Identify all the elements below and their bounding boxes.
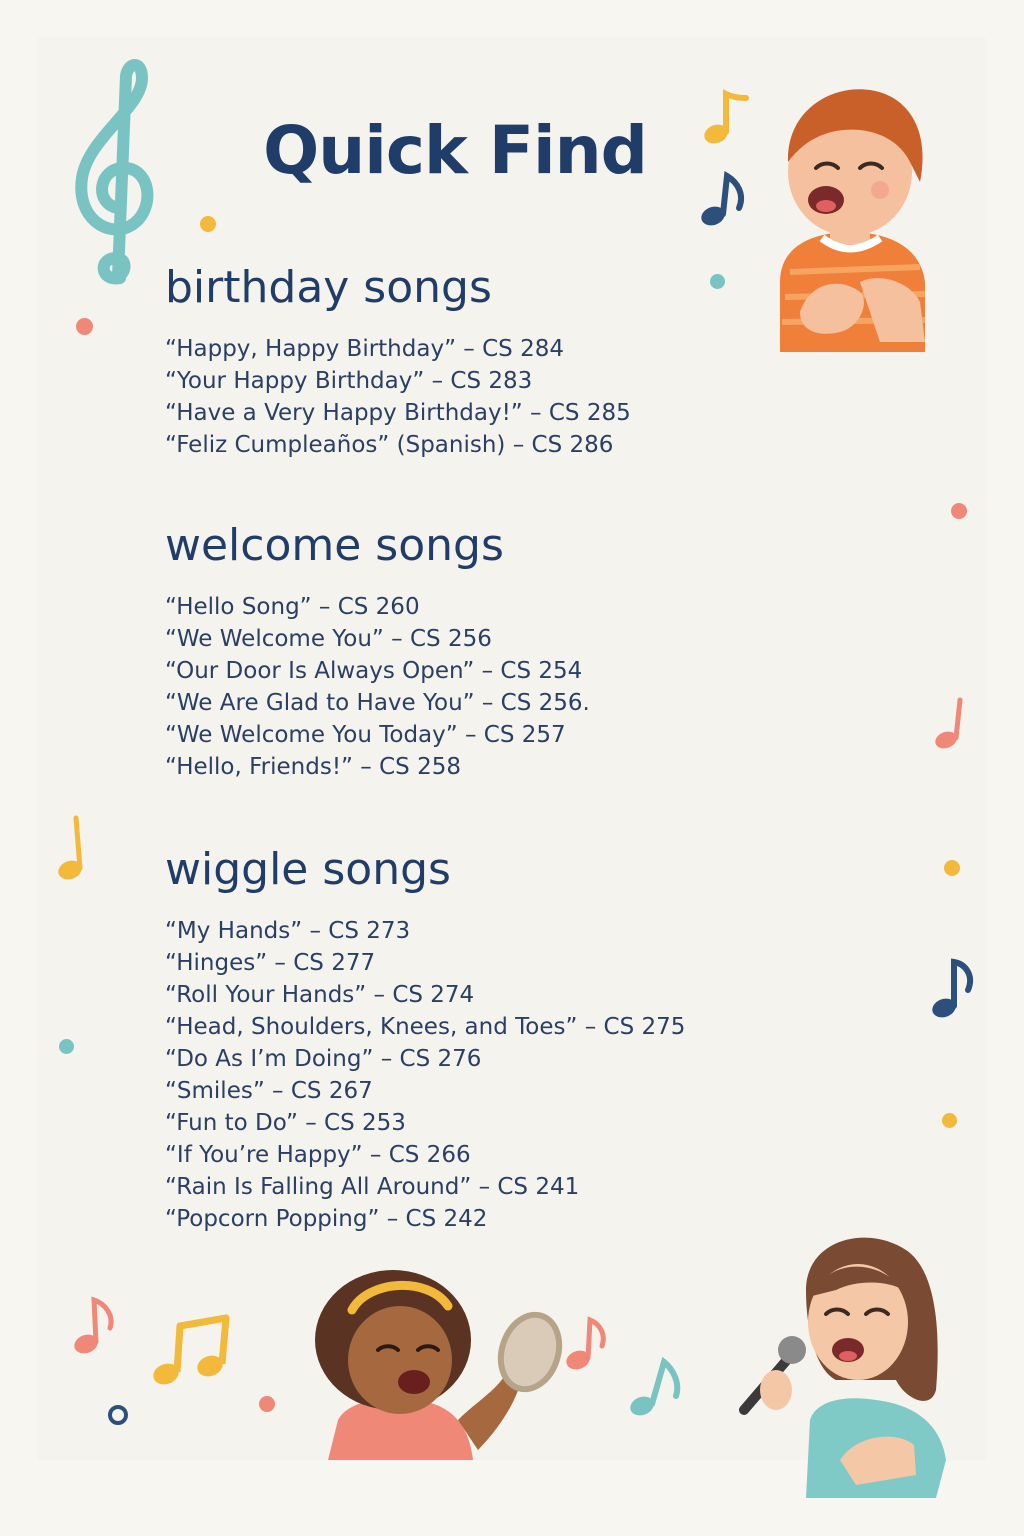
decorative-dot — [951, 503, 967, 519]
beamed-notes-icon — [150, 1310, 234, 1390]
list-item: “Hello Song” – CS 260 — [165, 594, 420, 620]
eighth-note-icon — [697, 170, 751, 230]
list-item: “We Welcome You” – CS 256 — [165, 626, 492, 652]
song-list-welcome — [165, 591, 590, 783]
list-item: “Have a Very Happy Birthday!” – CS 285 — [165, 400, 631, 426]
list-item: “Hello, Friends!” – CS 258 — [165, 754, 461, 780]
list-item: “Popcorn Popping” – CS 242 — [165, 1206, 488, 1232]
tambourine-girl-illustration — [308, 1270, 568, 1460]
list-item: “Roll Your Hands” – CS 274 — [165, 982, 475, 1008]
list-item: “We Welcome You Today” – CS 257 — [165, 722, 566, 748]
list-item: “Hinges” – CS 277 — [165, 950, 376, 976]
section-heading-birthday: birthday songs — [165, 262, 492, 313]
list-item: “We Are Glad to Have You” – CS 256. — [165, 690, 590, 716]
microphone-girl-illustration — [736, 1230, 966, 1498]
treble-clef-icon — [68, 58, 168, 290]
decorative-dot — [59, 1039, 74, 1054]
list-item: “Our Door Is Always Open” – CS 254 — [165, 658, 583, 684]
list-item: “Rain Is Falling All Around” – CS 241 — [165, 1174, 580, 1200]
decorative-dot — [200, 216, 216, 232]
quarter-note-icon — [54, 812, 94, 886]
section-heading-welcome: welcome songs — [165, 520, 504, 571]
decorative-dot — [942, 1113, 957, 1128]
page-title: Quick Find — [263, 112, 647, 189]
list-item: “Fun to Do” – CS 253 — [165, 1110, 406, 1136]
eighth-note-icon — [70, 1292, 120, 1358]
decorative-dot — [76, 318, 93, 335]
section-heading-wiggle: wiggle songs — [165, 844, 451, 895]
decorative-ring — [108, 1405, 128, 1425]
decorative-dot — [944, 860, 960, 876]
eighth-note-icon — [700, 88, 752, 148]
list-item: “Do As I’m Doing” – CS 276 — [165, 1046, 482, 1072]
list-item: “Smiles” – CS 267 — [165, 1078, 373, 1104]
decorative-dot — [710, 274, 725, 289]
list-item: “Your Happy Birthday” – CS 283 — [165, 368, 533, 394]
list-item: “If You’re Happy” – CS 266 — [165, 1142, 471, 1168]
list-item: “Head, Shoulders, Knees, and Toes” – CS 275 — [165, 1014, 686, 1040]
eighth-note-icon — [562, 1314, 610, 1374]
decorative-dot — [259, 1396, 275, 1412]
eighth-note-icon — [928, 954, 978, 1024]
list-item: “Feliz Cumpleaños” (Spanish) – CS 286 — [165, 432, 614, 458]
song-list-wiggle — [165, 915, 685, 1235]
song-list-birthday — [165, 333, 631, 461]
quarter-note-icon — [930, 694, 970, 754]
singing-boy-illustration — [760, 82, 940, 362]
list-item: “My Hands” – CS 273 — [165, 918, 411, 944]
list-item: “Happy, Happy Birthday” – CS 284 — [165, 336, 564, 362]
eighth-note-icon — [626, 1356, 686, 1420]
